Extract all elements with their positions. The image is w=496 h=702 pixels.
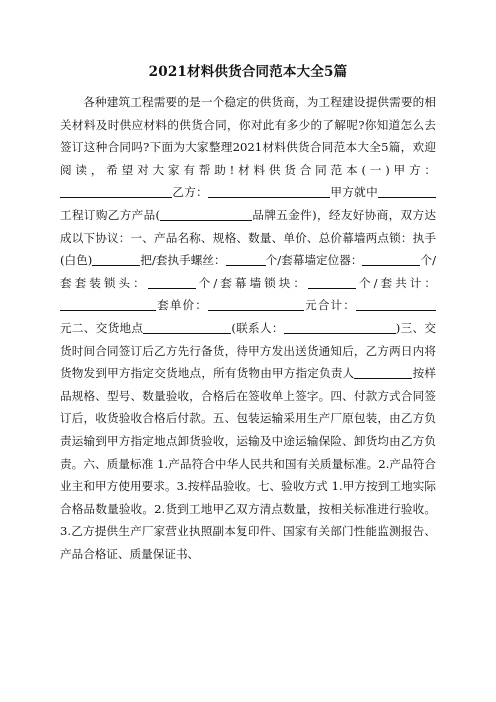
body-segment: 把/套执手螺丝： <box>140 253 226 268</box>
body-segment: )三、交货时间合同签订后乙方先行备货，待甲方发出送货通知后，乙方两日内将货物发到甲方指定交货地点，所有货物由甲方指定负责人 <box>60 320 436 381</box>
blank-line <box>356 297 436 311</box>
blank-line <box>148 275 196 289</box>
body-segment: 元二、交货地点 <box>60 320 144 335</box>
blank-line <box>143 320 231 334</box>
blank-line <box>354 365 412 379</box>
body-segment: 各种建筑工程需要的是一个稳定的供货商，为工程建设提供需要的相关材料及时供应材料的供货合同，你对此有多少的了解呢?你知道怎么去签订这种合同吗?下面为大家整理2021材料供货合同范本大全5篇，欢迎阅读，希望对大家有帮助!材料供货合同范本(一)甲方： <box>60 95 436 177</box>
blank-line <box>208 184 330 198</box>
blank-line <box>208 297 304 311</box>
body-segment: 品牌五金件)，经友好协商，双方达成以下协议：一、产品名称、规格、数量、单价、总价幕墙两点锁：执手(白色) <box>60 207 436 268</box>
body-segment: 个/套幕墙定位器： <box>265 253 363 268</box>
blank-line <box>362 252 420 266</box>
body-segment: 元合计： <box>304 298 356 313</box>
body-segment: 个/套套装锁头： <box>60 253 436 290</box>
body-segment: 乙方： <box>172 185 209 200</box>
document-title: 2021材料供货合同范本大全5篇 <box>148 64 348 80</box>
body-segment: 按样品规格、型号、数量验收，合格后在签收单上签字。四、付款方式合同签订后，收货验收合格后付款。五、包装运输采用生产厂原包装，由乙方负责运输到甲方指定地点卸货验收，运输及中途运输保险、卸货均由乙方负责。六、质量标准 1.产品符合中华人民共和国有关质量标准。2.产品符合业主和甲方使用要求。3.按样品验收。七、验收方式 1.甲方按到工地实际合格品数量验收。2.货到工地甲乙双方清点数量，按相关标准进行验收。3.乙方提供生产厂家营业执照副本复印件、国家有关部门性能监测报告、产品合格证、质量保证书、 <box>60 366 436 561</box>
blank-line <box>60 297 156 311</box>
body-segment: (联系人： <box>231 320 284 335</box>
document-body <box>60 91 436 565</box>
blank-line <box>284 320 396 334</box>
blank-line <box>92 252 140 266</box>
blank-line <box>160 207 252 221</box>
body-segment: 个/套幕墙锁块： <box>195 275 308 290</box>
body-segment: 个/套共计： <box>355 275 436 290</box>
blank-line <box>60 184 172 198</box>
blank-line <box>308 275 356 289</box>
body-segment: 套单价： <box>156 298 208 313</box>
blank-line <box>226 252 266 266</box>
blank-line <box>378 184 436 198</box>
body-segment: 甲方就中 <box>330 185 378 200</box>
body-segment: 工程订购乙方产品( <box>60 207 161 222</box>
